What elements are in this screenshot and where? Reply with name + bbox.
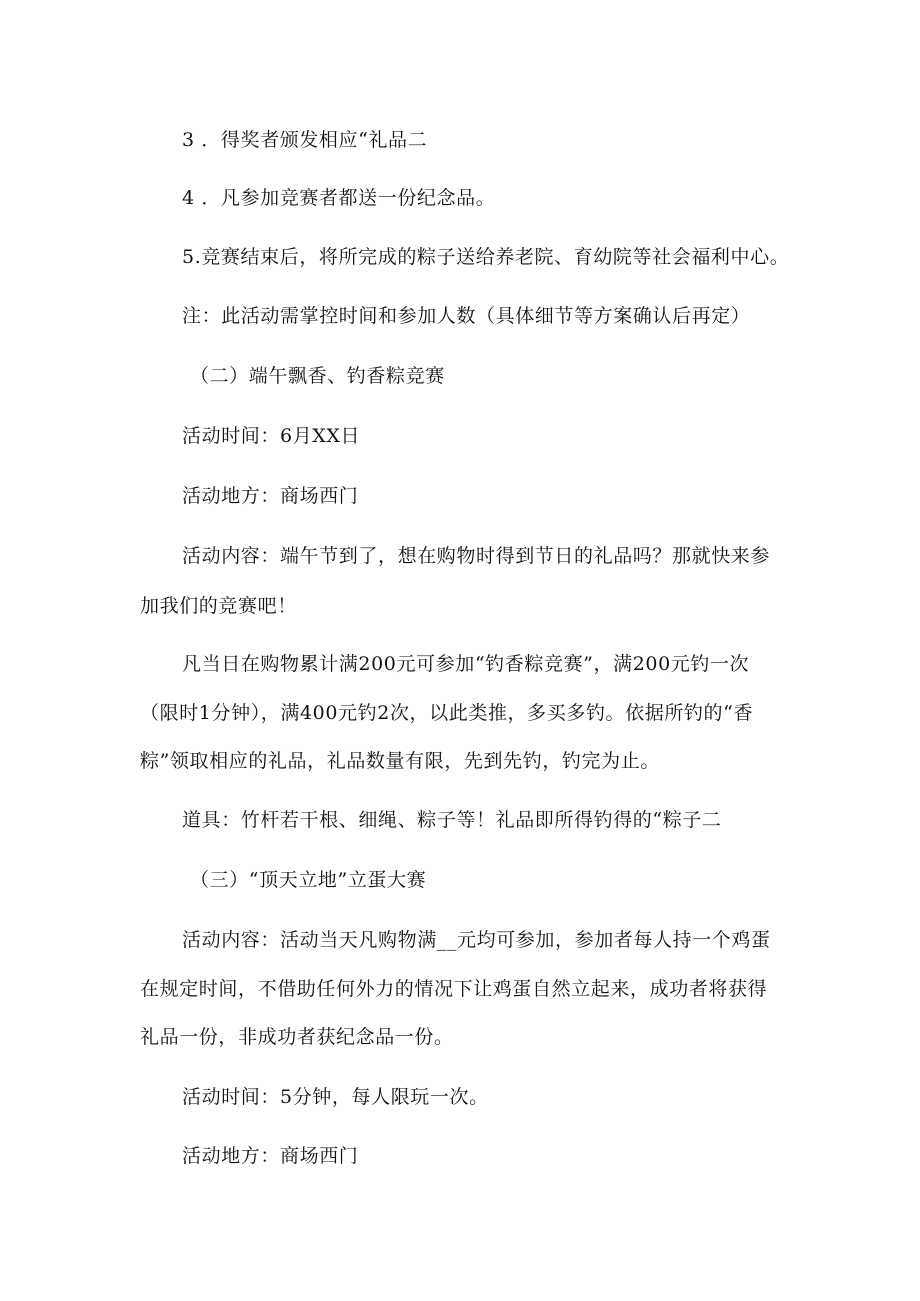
props-paragraph: 道具：竹杆若干根、细绳、粽子等！礼品即所得钓得的“粽子二: [182, 809, 722, 831]
rules-line-2: （限时1分钟），满400元钓2次，以此类推，多买多钓。依据所钓的“香: [140, 702, 754, 724]
egg-activity-location: 活动地方：商场西门: [182, 1145, 359, 1167]
egg-activity-time: 活动时间：5分钟，每人限玩一次。: [182, 1086, 489, 1108]
activity-time: 活动时间：6月XX日: [182, 425, 361, 447]
list-item-5: 5.竞赛结束后，将所完成的粽子送给养老院、育幼院等社会福利中心。: [182, 246, 790, 268]
egg-content-line-1: 活动内容：活动当天凡购物满__元均可参加，参加者每人持一个鸡蛋: [182, 929, 771, 951]
activity-content-line-2: 加我们的竞赛吧！: [140, 595, 297, 617]
section-heading-3: （三）“顶天立地”立蛋大赛: [190, 869, 427, 891]
list-item-3: 3 ．得奖者颁发相应“礼品二: [182, 129, 428, 151]
activity-content-line-1: 活动内容：端午节到了，想在购物时得到节日的礼品吗？那就快来参: [182, 545, 771, 567]
egg-content-line-2: 在规定时间，不借助任何外力的情况下让鸡蛋自然立起来，成功者将获得: [140, 978, 768, 1000]
rules-line-1: 凡当日在购物累计满200元可参加“钓香粽竞赛”，满200元钓一次: [182, 653, 750, 675]
egg-content-line-3: 礼品一份，非成功者获纪念品一份。: [140, 1026, 454, 1048]
section-heading-2: （二）端午飘香、钓香粽竞赛: [190, 365, 445, 387]
activity-location: 活动地方：商场西门: [182, 485, 359, 507]
note-paragraph: 注：此活动需掌控时间和参加人数（具体细节等方案确认后再定）: [182, 305, 751, 327]
rules-line-3: 粽”领取相应的礼品，礼品数量有限，先到先钓，钓完为止。: [140, 750, 660, 772]
list-item-4: 4 ．凡参加竞赛者都送一份纪念品。: [182, 187, 496, 209]
